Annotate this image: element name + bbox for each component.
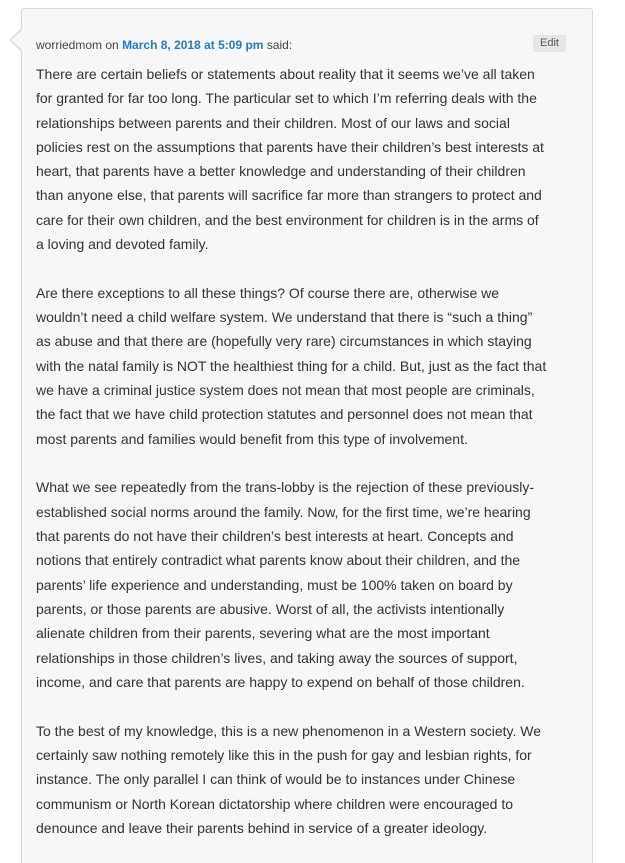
comment-paragraph — [36, 475, 576, 694]
comment-line: There are certain beliefs or statements about reality that it seems we’ve all taken — [36, 66, 535, 82]
comment-line: heart, that parents have a better knowledge and understanding of their children — [36, 163, 526, 180]
comment-line: To the best of my knowledge, this is a new phenomenon in a Western society. We — [36, 722, 542, 739]
comment-line: parents, or those parents are abusive. Worst of all, the activists intentionally — [36, 600, 505, 617]
comment-line: than anyone else, that parents will sacrifice far more than strangers to protect and — [36, 187, 542, 204]
comment-line: alienate children from their parents, severing what are the most important — [36, 625, 490, 642]
comment-box — [21, 8, 593, 863]
comment-line: communism or North Korean dictatorship where children were encouraged to — [36, 795, 514, 812]
comment-line: established social norms around the family. Now, for the first time, we’re hearing — [36, 503, 531, 520]
comment-line: Are there exceptions to all these things? Of course there are, otherwise we — [36, 284, 500, 301]
comment-line: we have a criminal justice system does not mean that most people are criminals, — [36, 382, 535, 399]
comment-line: instance. The only parallel I can think of would be to instances under Chinese — [36, 771, 516, 788]
comment-line: as abuse and that there are (hopefully very rare) circumstances in which staying — [36, 333, 532, 350]
comment-paragraph — [36, 62, 576, 256]
comment-line: relationships in those children’s lives, and taking away the sources of support, — [36, 649, 518, 666]
comment-date-link[interactable]: March 8, 2018 at 5:09 pm — [122, 38, 264, 52]
comment-line: notions that entirely contradict what parents know about their children, and the — [36, 552, 521, 569]
said-label: said: — [266, 38, 293, 52]
comment-line: with the natal family is NOT the healthiest thing for a child. But, just as the fact that — [36, 357, 547, 374]
comment-line: certainly saw nothing remotely like this in the push for gay and lesbian rights, for — [36, 746, 532, 763]
comment-line: care for their own children, and the best environment for children is in the arms of — [36, 211, 539, 228]
comment-line: wouldn’t need a child welfare system. We understand that there is “such a thing” — [36, 309, 533, 326]
comment-line: the fact that we have child protection statutes and personnel does not mean that — [36, 406, 533, 423]
comment-paragraph — [36, 719, 576, 840]
comment-paragraph — [36, 281, 576, 451]
comment-line: denounce and leave their parents behind in service of a greater ideology. — [36, 819, 488, 836]
on-label: on — [105, 38, 119, 52]
comment-line: that parents do not have their children’s best interests at heart. Concepts and — [36, 528, 514, 545]
comment-line: most parents and families would benefit from this type of involvement. — [36, 430, 468, 447]
comment-line: relationships between parents and their children. Most of our laws and social — [36, 114, 510, 131]
comment-line: for granted for far too long. The particular set to which I’m referring deals with the — [36, 90, 537, 107]
comment-line: a loving and devoted family. — [36, 236, 209, 253]
comment-body — [36, 62, 576, 863]
edit-button[interactable]: Edit — [533, 35, 566, 52]
comment-line: parents’ life experience and understanding, must be 100% taken on board by — [36, 576, 513, 593]
comment-meta — [36, 38, 292, 52]
comment-arrow-inner — [11, 29, 23, 51]
comment-line: income, and care that parents are happy to expend on behalf of those children. — [36, 673, 525, 690]
comment-author[interactable]: worriedmom — [36, 38, 103, 52]
comment-line: policies rest on the assumptions that parents have their children’s best interests at — [36, 138, 544, 155]
comment-line: What we see repeatedly from the trans-lobby is the rejection of these previously- — [36, 479, 535, 496]
